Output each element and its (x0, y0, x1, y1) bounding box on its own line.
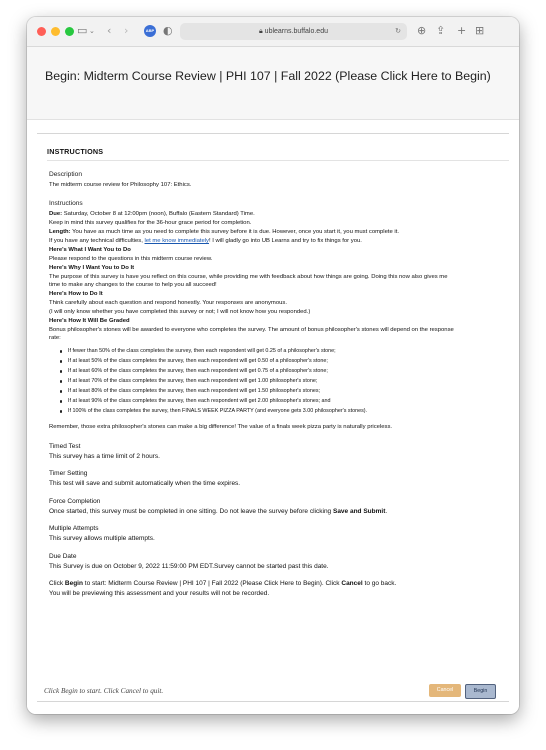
preview-text: You will be previewing this assessment and your results will not be recorded. (49, 590, 270, 597)
title-band (27, 47, 519, 120)
list-item: If 100% of the class completes the survey, then FINALS WEEK PIZZA PARTY (and everyone gets 3.00 philosopher's stones). (68, 408, 368, 414)
list-item: If at least 60% of the class completes the survey, then each respondent will get 0.75 of a philosopher's stone; (68, 368, 328, 374)
click-begin-word: Begin (64, 580, 83, 587)
url-text: ublearns.buffalo.edu (264, 28, 328, 35)
graded-heading: Here's How It Will Be Graded (49, 318, 130, 324)
description-label: Description (49, 171, 82, 178)
want-text: Please respond to the questions in this midterm course review. (49, 256, 213, 262)
instructions-label: Instructions (49, 200, 83, 207)
how-text-2: (I will only know whether you have completed this survey or not; I will not know how you responded.) (49, 309, 311, 315)
footer-hint: Click Begin to start. Click Cancel to quit. (44, 687, 164, 695)
length-label: Length: (49, 229, 71, 235)
duedate-label: Due Date (49, 553, 77, 560)
contact-link[interactable]: let me know immediately (144, 238, 210, 244)
timer-text: This test will save and submit automatically when the time expires. (49, 480, 241, 487)
page-content (27, 47, 519, 714)
save-submit-text: Save and Submit (332, 508, 386, 515)
force-text: Once started, this survey must be completed in one sitting. Do not leave the survey before clicking (49, 508, 333, 515)
list-item: If at least 90% of the class completes the survey, then each respondent will get 2.00 philosopher's stones; and (68, 398, 331, 404)
remember-text: Remember, those extra philosopher's stones can make a big difference! The value of a finals week pizza party is naturally priceless. (49, 424, 393, 430)
bottom-divider (37, 701, 509, 702)
due-line (49, 211, 255, 219)
privacy-icon[interactable]: ◐ (163, 24, 173, 37)
tech-line (49, 238, 362, 246)
address-bar[interactable] (180, 23, 407, 40)
reload-icon[interactable]: ↻ (395, 28, 401, 35)
timer-label: Timer Setting (49, 470, 88, 477)
click-cancel-word: Cancel (341, 580, 363, 587)
section-divider (47, 160, 509, 161)
why-text-1: The purpose of this survey is have you reflect on this course, while providing me with feedback about how things are going. Doing this now also gives me (49, 274, 448, 280)
multi-text: This survey allows multiple attempts. (49, 535, 155, 542)
click-mid: to start: Midterm Course Review | PHI 107 | Fall 2022 (Please Click Here to Begin). Click (82, 580, 342, 587)
due-label: Due: (49, 211, 63, 217)
instructions-panel (37, 133, 509, 682)
forward-icon[interactable]: › (124, 24, 129, 37)
how-text-1: Think carefully about each question and respond honestly. Your responses are anonymous. (49, 300, 287, 306)
tech-prefix: If you have any technical difficulties, (49, 238, 145, 244)
force-label: Force Completion (49, 498, 101, 505)
chevron-down-icon[interactable]: ⌄ (89, 27, 95, 35)
close-window-button[interactable] (37, 27, 46, 36)
list-item: If fewer than 50% of the class completes the survey, then each respondent will get 0.25 of a philosopher's stone; (68, 348, 336, 354)
back-icon[interactable]: ‹ (107, 24, 112, 37)
zoom-window-button[interactable] (65, 27, 74, 36)
multi-label: Multiple Attempts (49, 525, 99, 532)
click-prefix: Click (49, 580, 65, 587)
minimize-window-button[interactable] (51, 27, 60, 36)
list-item: If at least 50% of the class completes the survey, then each respondent will get 0.50 of a philosopher's stone; (68, 358, 328, 364)
sidebar-icon[interactable]: ▭ (77, 24, 88, 37)
share-icon[interactable]: ⇪ (436, 24, 446, 37)
browser-toolbar (27, 17, 519, 47)
click-end: to go back. (362, 580, 397, 587)
why-text-2: time to make any changes to the course to help you all succeed! (49, 282, 217, 288)
new-tab-icon[interactable]: + (457, 24, 467, 37)
cancel-button[interactable]: Cancel (429, 684, 461, 697)
begin-button[interactable]: Begin (465, 684, 496, 699)
click-line (49, 580, 396, 588)
timed-text: This survey has a time limit of 2 hours. (49, 453, 160, 460)
want-heading: Here's What I Want You to Do (49, 247, 131, 253)
force-end: . (385, 508, 388, 515)
duedate-text: This Survey is due on October 9, 2022 11:59:00 PM EDT.Survey cannot be started past this date. (49, 563, 329, 570)
length-text: You have as much time as you need to complete this survey before it is due. However, once you start it, you must complete it. (70, 229, 400, 235)
list-item: If at least 70% of the class completes the survey, then each respondent will get 1.00 philosopher's stone; (68, 378, 318, 384)
due-text: Saturday, October 8 at 12:00pm (noon), Buffalo (Eastern Standard) Time. (62, 211, 255, 217)
list-item: If at least 80% of the class completes the survey, then each respondent will get 1.50 philosopher's stones; (68, 388, 321, 394)
page-title: Begin: Midterm Course Review | PHI 107 | Fall 2022 (Please Click Here to Begin) (45, 69, 491, 83)
why-heading: Here's Why I Want You to Do It (49, 265, 135, 271)
grace-text: Keep in mind this survey qualifies for the 36-hour grace period for completion. (49, 220, 252, 226)
submit-footer (27, 687, 519, 705)
graded-text-1: Bonus philosopher's stones will be awarded to everyone who completes the survey. The amount of bonus philosopher's stones will depend on the response (49, 327, 454, 333)
how-heading: Here's How to Do It (49, 291, 103, 297)
instructions-heading: INSTRUCTIONS (47, 147, 104, 156)
length-line (49, 229, 399, 237)
timed-label: Timed Test (49, 443, 81, 450)
browser-window (27, 17, 519, 714)
graded-text-2: rate: (49, 335, 61, 341)
download-icon[interactable]: ⊕ (417, 24, 427, 37)
description-text: The midterm course review for Philosophy 107: Ethics. (49, 182, 192, 188)
tab-overview-icon[interactable]: ⊞ (475, 24, 485, 37)
adblock-icon[interactable]: ABP (144, 25, 156, 37)
tech-suffix: ! I will gladly go into UB Learns and try to fix things for you. (209, 238, 362, 244)
lock-icon: 🔒︎ (259, 28, 265, 35)
force-line (49, 508, 387, 516)
